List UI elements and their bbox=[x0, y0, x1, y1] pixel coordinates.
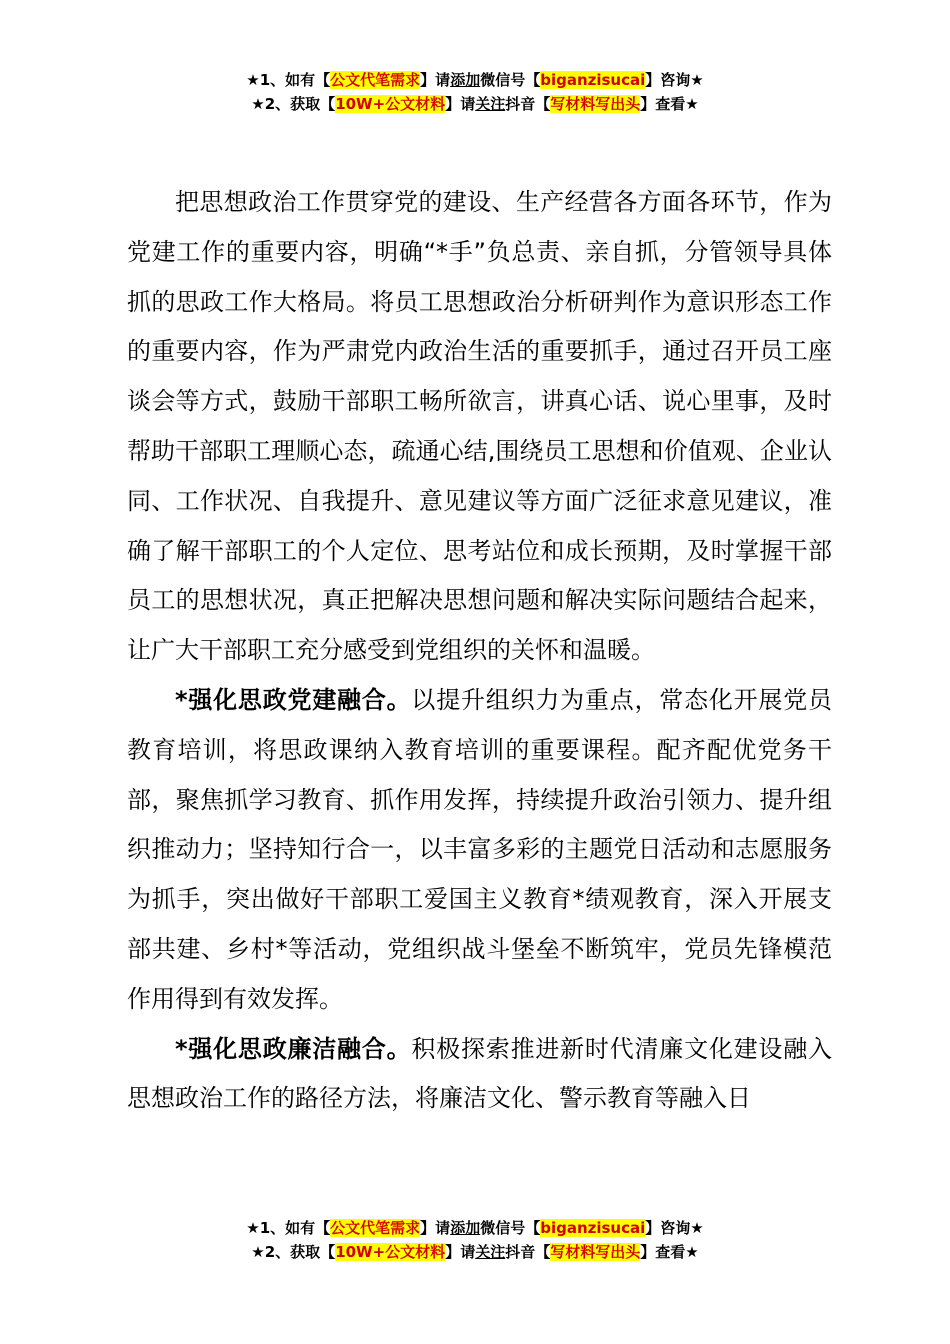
footer-line-1: ★1、如有【公文代笔需求】请添加微信号【biganzisucai】咨询★ bbox=[246, 1219, 704, 1237]
paragraph-2: *强化思政党建融合。以提升组织力为重点，常态化开展党员教育培训，将思政课纳入教育培训的重要课程。配齐配优党务干部，聚焦抓学习教育、抓作用发挥，持续提升政治引领力、提升组织推动力；坚持知行合一，以丰富多彩的主题党日活动和志愿服务为抓手，突出做好干部职工爱国主义教育*绩观教育，深入开展支部共建、乡村*等活动，党组织战斗堡垒不断筑牢，党员先锋模范作用得到有效发挥。 bbox=[127, 685, 832, 1013]
highlight-wechat-id: biganzisucai bbox=[540, 71, 646, 89]
header-line-2: ★2、获取【10W+公文材料】请关注抖音【写材料写出头】查看★ bbox=[251, 95, 699, 113]
header-line-1: ★1、如有【公文代笔需求】请添加微信号【biganzisucai】咨询★ bbox=[246, 71, 704, 89]
footer-line-2: ★2、获取【10W+公文材料】请关注抖音【写材料写出头】查看★ bbox=[251, 1243, 699, 1261]
highlight-service: 公文代笔需求 bbox=[330, 1219, 421, 1237]
header-banner bbox=[0, 68, 950, 116]
document-body bbox=[127, 178, 832, 1124]
highlight-service: 公文代笔需求 bbox=[330, 71, 421, 89]
paragraph-1: 把思想政治工作贯穿党的建设、生产经营各方面各环节，作为党建工作的重要内容，明确“*手”负总责、亲自抓，分管领导具体抓的思政工作大格局。将员工思想政治分析研判作为意识形态工作的重要内容，作为严肃党内政治生活的重要抓手，通过召开员工座谈会等方式，鼓励干部职工畅所欲言，讲真心话、说心里事，及时帮助干部职工理顺心态，疏通心结,围绕员工思想和价值观、企业认同、工作状况、自我提升、意见建议等方面广泛征求意见建议，准确了解干部职工的个人定位、思考站位和成长预期，及时掌握干部员工的思想状况，真正把解决思想问题和解决实际问题结合起来，让广大干部职工充分感受到党组织的关怀和温暖。 bbox=[127, 188, 832, 665]
paragraph-heading: *强化思政廉洁融合。 bbox=[175, 1034, 412, 1063]
highlight-materials: 10W+公文材料 bbox=[335, 1243, 446, 1261]
footer-banner bbox=[0, 1216, 950, 1264]
highlight-materials: 10W+公文材料 bbox=[335, 95, 446, 113]
highlight-douyin-account: 写材料写出头 bbox=[550, 1243, 641, 1261]
paragraph-heading: *强化思政党建融合。 bbox=[175, 685, 412, 714]
paragraph-3: *强化思政廉洁融合。积极探索推进新时代清廉文化建设融入思想政治工作的路径方法，将廉洁文化、警示教育等融入日 bbox=[127, 1034, 832, 1113]
highlight-douyin-account: 写材料写出头 bbox=[550, 95, 641, 113]
highlight-wechat-id: biganzisucai bbox=[540, 1219, 646, 1237]
